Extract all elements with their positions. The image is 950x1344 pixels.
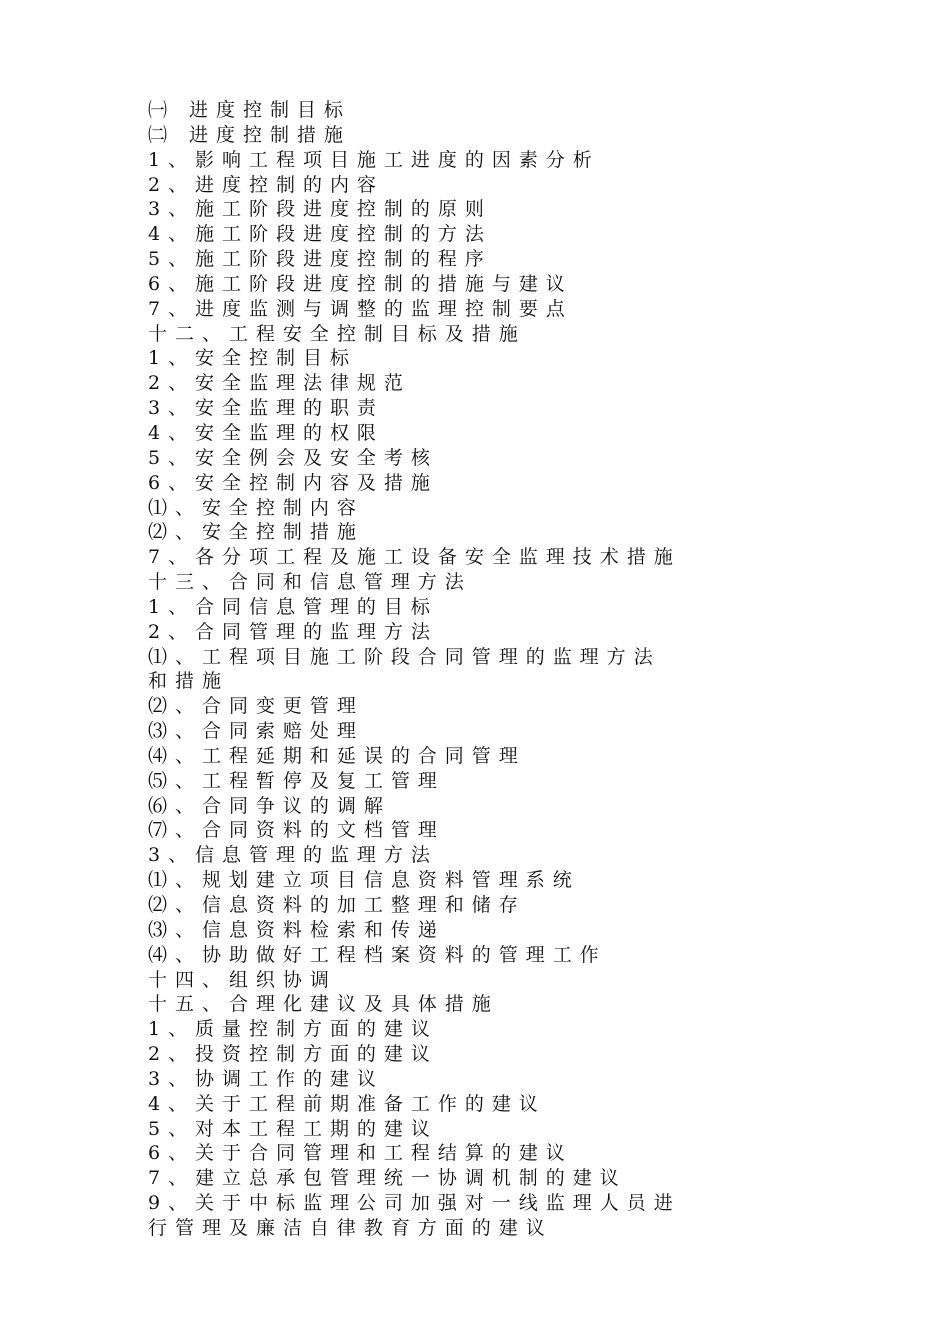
toc-line: 5、安全例会及安全考核 xyxy=(148,446,438,469)
toc-line: 3、协调工作的建议 xyxy=(148,1067,384,1090)
toc-line: ⑷、协助做好工程档案资料的管理工作 xyxy=(148,943,607,966)
toc-line: 十三、合同和信息管理方法 xyxy=(148,571,472,594)
toc-line: 1、影响工程项目施工进度的因素分析 xyxy=(148,148,600,171)
toc-line: 6、关于合同管理和工程结算的建议 xyxy=(148,1142,573,1165)
toc-line: ⑶、信息资料检索和传递 xyxy=(148,918,445,941)
toc-line: ⑴、工程项目施工阶段合同管理的监理方法 xyxy=(148,645,661,668)
toc-line: ⑺、合同资料的文档管理 xyxy=(148,819,445,842)
toc-line: ㈠ 进度控制目标 xyxy=(148,99,351,121)
toc-line: 5、施工阶段进度控制的程序 xyxy=(148,248,492,271)
toc-line: 和措施 xyxy=(148,670,229,693)
toc-line: 十五、合理化建议及具体措施 xyxy=(148,993,499,1016)
toc-line: 4、关于工程前期准备工作的建议 xyxy=(148,1092,546,1115)
toc-line: 十四、组织协调 xyxy=(148,968,337,991)
toc-line: ⑵、信息资料的加工整理和储存 xyxy=(148,894,526,916)
toc-line: 7、建立总承包管理统一协调机制的建议 xyxy=(148,1167,627,1190)
toc-line: 1、质量控制方面的建议 xyxy=(148,1018,438,1041)
toc-line: 7、各分项工程及施工设备安全监理技术措施 xyxy=(148,546,681,569)
toc-line: 6、施工阶段进度控制的措施与建议 xyxy=(148,272,573,295)
toc-line: 2、进度控制的内容 xyxy=(148,173,384,196)
toc-line: 十二、工程安全控制目标及措施 xyxy=(148,322,526,345)
toc-line: 4、施工阶段进度控制的方法 xyxy=(148,223,492,246)
toc-line: 行管理及廉洁自律教育方面的建议 xyxy=(148,1216,553,1239)
table-of-contents xyxy=(148,98,808,1241)
toc-line: ⑴、安全控制内容 xyxy=(148,496,364,519)
toc-line: 6、安全控制内容及措施 xyxy=(148,471,438,494)
toc-line: 2、合同管理的监理方法 xyxy=(148,620,438,643)
toc-line: ⑶、合同索赔处理 xyxy=(148,720,364,743)
toc-line: ⑴、规划建立项目信息资料管理系统 xyxy=(148,869,580,892)
toc-line: 3、安全监理的职责 xyxy=(148,397,384,420)
toc-line: ⑵、合同变更管理 xyxy=(148,695,364,718)
toc-line: 3、信息管理的监理方法 xyxy=(148,844,438,867)
toc-line: ⑹、合同争议的调解 xyxy=(148,794,391,817)
toc-line: 1、合同信息管理的目标 xyxy=(148,595,438,618)
toc-line: ㈡ 进度控制措施 xyxy=(148,123,351,146)
toc-line: ⑷、工程延期和延误的合同管理 xyxy=(148,744,526,767)
toc-line: 5、对本工程工期的建议 xyxy=(148,1117,438,1140)
toc-line: 1、安全控制目标 xyxy=(148,347,357,370)
toc-line: 3、施工阶段进度控制的原则 xyxy=(148,198,492,221)
toc-line: 2、安全监理法律规范 xyxy=(148,372,411,395)
toc-line: 7、进度监测与调整的监理控制要点 xyxy=(148,297,573,320)
toc-line: ⑸、工程暂停及复工管理 xyxy=(148,769,445,792)
toc-line: 4、安全监理的权限 xyxy=(148,421,384,444)
toc-line: 2、投资控制方面的建议 xyxy=(148,1043,438,1066)
toc-line: ⑵、安全控制措施 xyxy=(148,521,364,544)
toc-line: 9、关于中标监理公司加强对一线监理人员进 xyxy=(148,1192,681,1215)
